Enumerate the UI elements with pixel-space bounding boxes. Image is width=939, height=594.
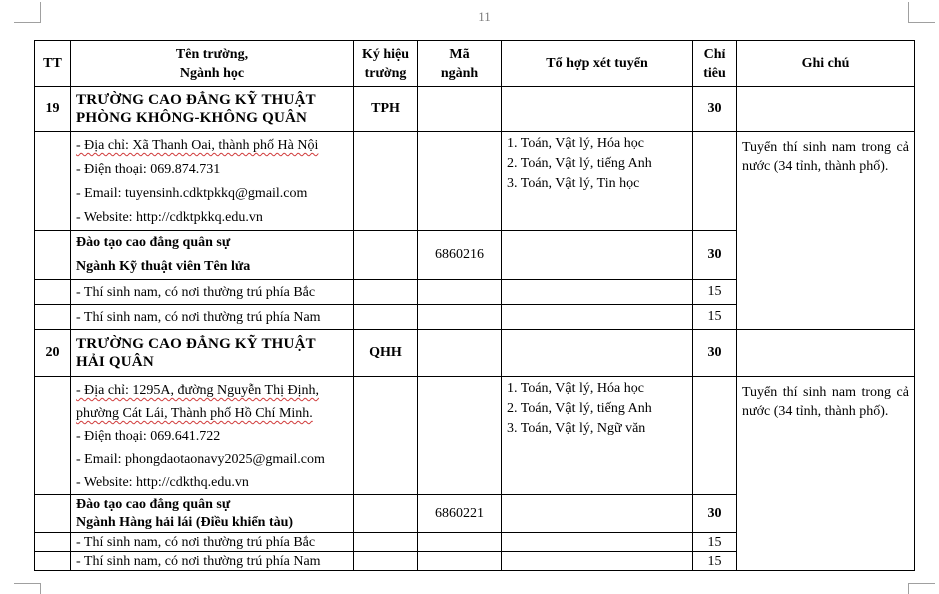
header-notes: Ghi chú [737,41,915,87]
program-quota: 30 [693,231,737,280]
header-school: Tên trường, Ngành học [71,41,354,87]
school-combo [502,87,693,132]
school-contact-info: - Địa chỉ: 1295A, đường Nguyễn Thị Định, phường Cát Lái, Thành phố Hồ Chí Minh. - Điện thoại: 069.641.722 - Email: phongdaotaonavy2025@gmail.com - Website: http://cdkthq.edu.vn [71,377,354,495]
sub-quota-value: 15 [693,305,737,330]
school-tt: 19 [35,87,71,132]
school-row [35,87,915,132]
sub-quota-label: - Thí sinh nam, có nơi thường trú phía Bắc [71,280,354,305]
program-quota: 30 [693,495,737,533]
sub-quota-label: - Thí sinh nam, có nơi thường trú phía Nam [71,305,354,330]
crop-mark-bottom-left [14,583,41,594]
program-major-code: 6860221 [418,495,502,533]
school-info-row [35,377,915,495]
school-row [35,330,915,377]
school-code: TPH [354,87,418,132]
school-combo [502,330,693,377]
admission-note: Tuyển thí sinh nam trong cả nước (34 tỉnh, thành phố). [737,132,915,330]
program-name: Đào tạo cao đẳng quân sự Ngành Kỹ thuật viên Tên lửa [71,231,354,280]
school-major-code [418,87,502,132]
subject-combos: 1. Toán, Vật lý, Hóa học 2. Toán, Vật lý, tiếng Anh 3. Toán, Vật lý, Tin học [502,132,693,231]
admissions-table [34,40,915,571]
school-tt: 20 [35,330,71,377]
header-school-code: Ký hiệu trường [354,41,418,87]
sub-quota-label: - Thí sinh nam, có nơi thường trú phía Nam [71,552,354,571]
header-row [35,41,915,87]
school-name: TRƯỜNG CAO ĐẲNG KỸ THUẬT PHÒNG KHÔNG-KHÔNG QUÂN [71,87,354,132]
header-combo: Tổ hợp xét tuyển [502,41,693,87]
school-contact-info: - Địa chỉ: Xã Thanh Oai, thành phố Hà Nội - Điện thoại: 069.874.731 - Email: tuyensinh.cdktpkkq@gmail.com - Website: http://cdktpkkq.edu.vn [71,132,354,231]
crop-mark-bottom-right [908,583,935,594]
sub-quota-value: 15 [693,280,737,305]
sub-quota-value: 15 [693,533,737,552]
school-name: TRƯỜNG CAO ĐẲNG KỸ THUẬT HẢI QUÂN [71,330,354,377]
page-number: 11 [478,9,491,24]
school-code: QHH [354,330,418,377]
sub-quota-label: - Thí sinh nam, có nơi thường trú phía Bắc [71,533,354,552]
subject-combos: 1. Toán, Vật lý, Hóa học 2. Toán, Vật lý, tiếng Anh 3. Toán, Vật lý, Ngữ văn [502,377,693,495]
school-quota: 30 [693,87,737,132]
program-major-code: 6860216 [418,231,502,280]
admission-note: Tuyển thí sinh nam trong cả nước (34 tỉnh, thành phố). [737,377,915,571]
header-major-code: Mã ngành [418,41,502,87]
header-quota: Chỉ tiêu [693,41,737,87]
school-note [737,330,915,377]
school-info-row [35,132,915,231]
sub-quota-value: 15 [693,552,737,571]
school-major-code [418,330,502,377]
school-quota: 30 [693,330,737,377]
header-tt: TT [35,41,71,87]
program-name: Đào tạo cao đẳng quân sự Ngành Hàng hải lái (Điều khiển tàu) [71,495,354,533]
school-note [737,87,915,132]
